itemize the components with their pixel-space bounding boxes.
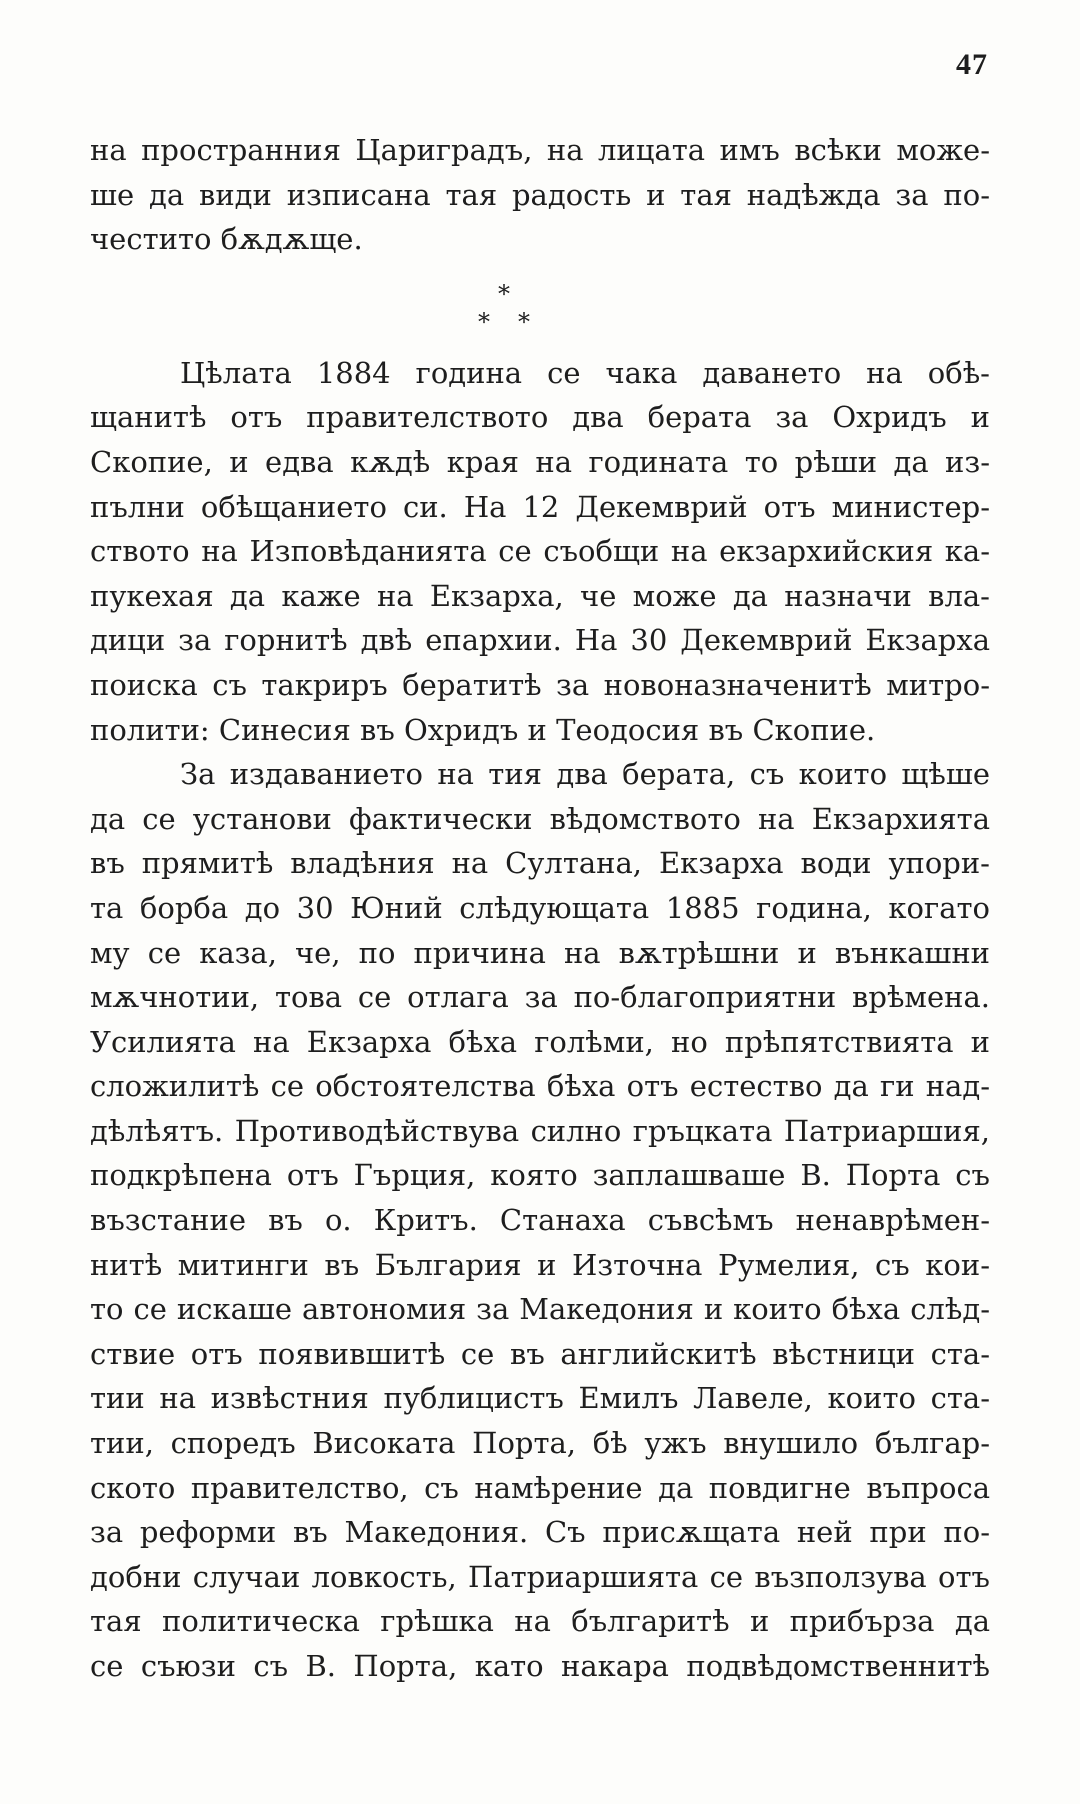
text-line: тая политическа грѣшка на българитѣ и прибърза да (90, 1604, 990, 1639)
text-line: За издаванието на тия два берата, съ които щѣше (180, 757, 990, 792)
text-line: сложилитѣ се обстоятелства бѣха отъ естество да ги над- (90, 1069, 990, 1104)
asterism-star: * (478, 307, 490, 336)
text-line: за реформи въ Македония. Съ присѫщата ней при по- (90, 1515, 990, 1550)
text-line: се съюзи съ В. Порта, като накара подвѣдомственнитѣ (90, 1649, 990, 1683)
section-asterism (90, 262, 990, 351)
text-line: честито бѫдѫще. (90, 222, 363, 257)
text-line: дици за горнитѣ двѣ епархии. На 30 Декемврий Екзарха (90, 623, 990, 658)
text-line: ше да види изписана тая радость и тая надѣжда за по- (90, 177, 990, 212)
body-text (90, 128, 990, 1689)
paragraph-1 (90, 128, 990, 262)
text-line: въ прямитѣ владѣния на Султана, Екзарха води упори- (90, 846, 990, 881)
text-line: подкрѣпена отъ Гърция, която заплашваше В. Порта съ (90, 1158, 990, 1193)
text-line: мѫчнотии, това се отлага за по-благоприятни врѣмена. (90, 980, 990, 1015)
asterism-star: * (498, 279, 510, 308)
page-number: 47 (956, 48, 988, 81)
text-line: та борба до 30 Юний слѣдующата 1885 година, когато (90, 890, 990, 925)
text-line: ствие отъ появившитѣ се въ английскитѣ вѣстници ста- (90, 1336, 990, 1371)
text-line: дѣлѣятъ. Противодѣйствува силно гръцката Патриаршия, (90, 1113, 990, 1148)
text-line: Скопие, и едва кѫдѣ края на годината то рѣши да из- (90, 444, 990, 479)
text-line: възстание въ о. Критъ. Станаха съвсѣмъ ненаврѣмен- (90, 1203, 990, 1238)
text-line: да се установи фактически вѣдомството на Екзархията (90, 801, 990, 836)
text-line: щанитѣ отъ правителството два берата за Охридъ и (90, 400, 990, 435)
text-line: Цѣлата 1884 година се чака даването на обѣ- (180, 355, 990, 390)
paragraph-2 (90, 351, 990, 752)
text-line: полити: Синесия въ Охридъ и Теодосия въ Скопие. (90, 712, 876, 747)
text-line: нитѣ митинги въ България и Източна Румелия, съ кои- (90, 1247, 990, 1282)
text-line: тии на извѣстния публицистъ Емилъ Лавеле, които ста- (90, 1381, 990, 1416)
text-line: добни случаи ловкость, Патриаршията се възползува отъ (90, 1559, 990, 1594)
paragraph-3 (90, 752, 990, 1688)
text-line: то се искаше автономия за Македония и които бѣха слѣд- (90, 1292, 990, 1327)
text-line: му се каза, че, по причина на вѫтрѣшни и вънкашни (90, 935, 990, 970)
text-line: на пространния Цариградъ, на лицата имъ всѣки може- (90, 133, 990, 167)
text-line: ството на Изповѣданията се съобщи на екзархийския ка- (90, 534, 990, 569)
text-line: поиска съ такриръ бератитѣ за новоназначенитѣ митро- (90, 667, 990, 702)
text-line: пукехая да каже на Екзарха, че може да назначи вла- (90, 578, 990, 613)
text-line: пълни обѣщанието си. На 12 Декемврий отъ министер- (90, 489, 990, 524)
asterism-star: * (518, 307, 530, 336)
text-line: тии, споредъ Високата Порта, бѣ ужъ внушило българ- (90, 1426, 990, 1461)
text-line: ското правителство, съ намѣрение да повдигне въпроса (90, 1470, 990, 1505)
text-line: Усилията на Екзарха бѣха голѣми, но прѣпятствията и (90, 1024, 990, 1059)
